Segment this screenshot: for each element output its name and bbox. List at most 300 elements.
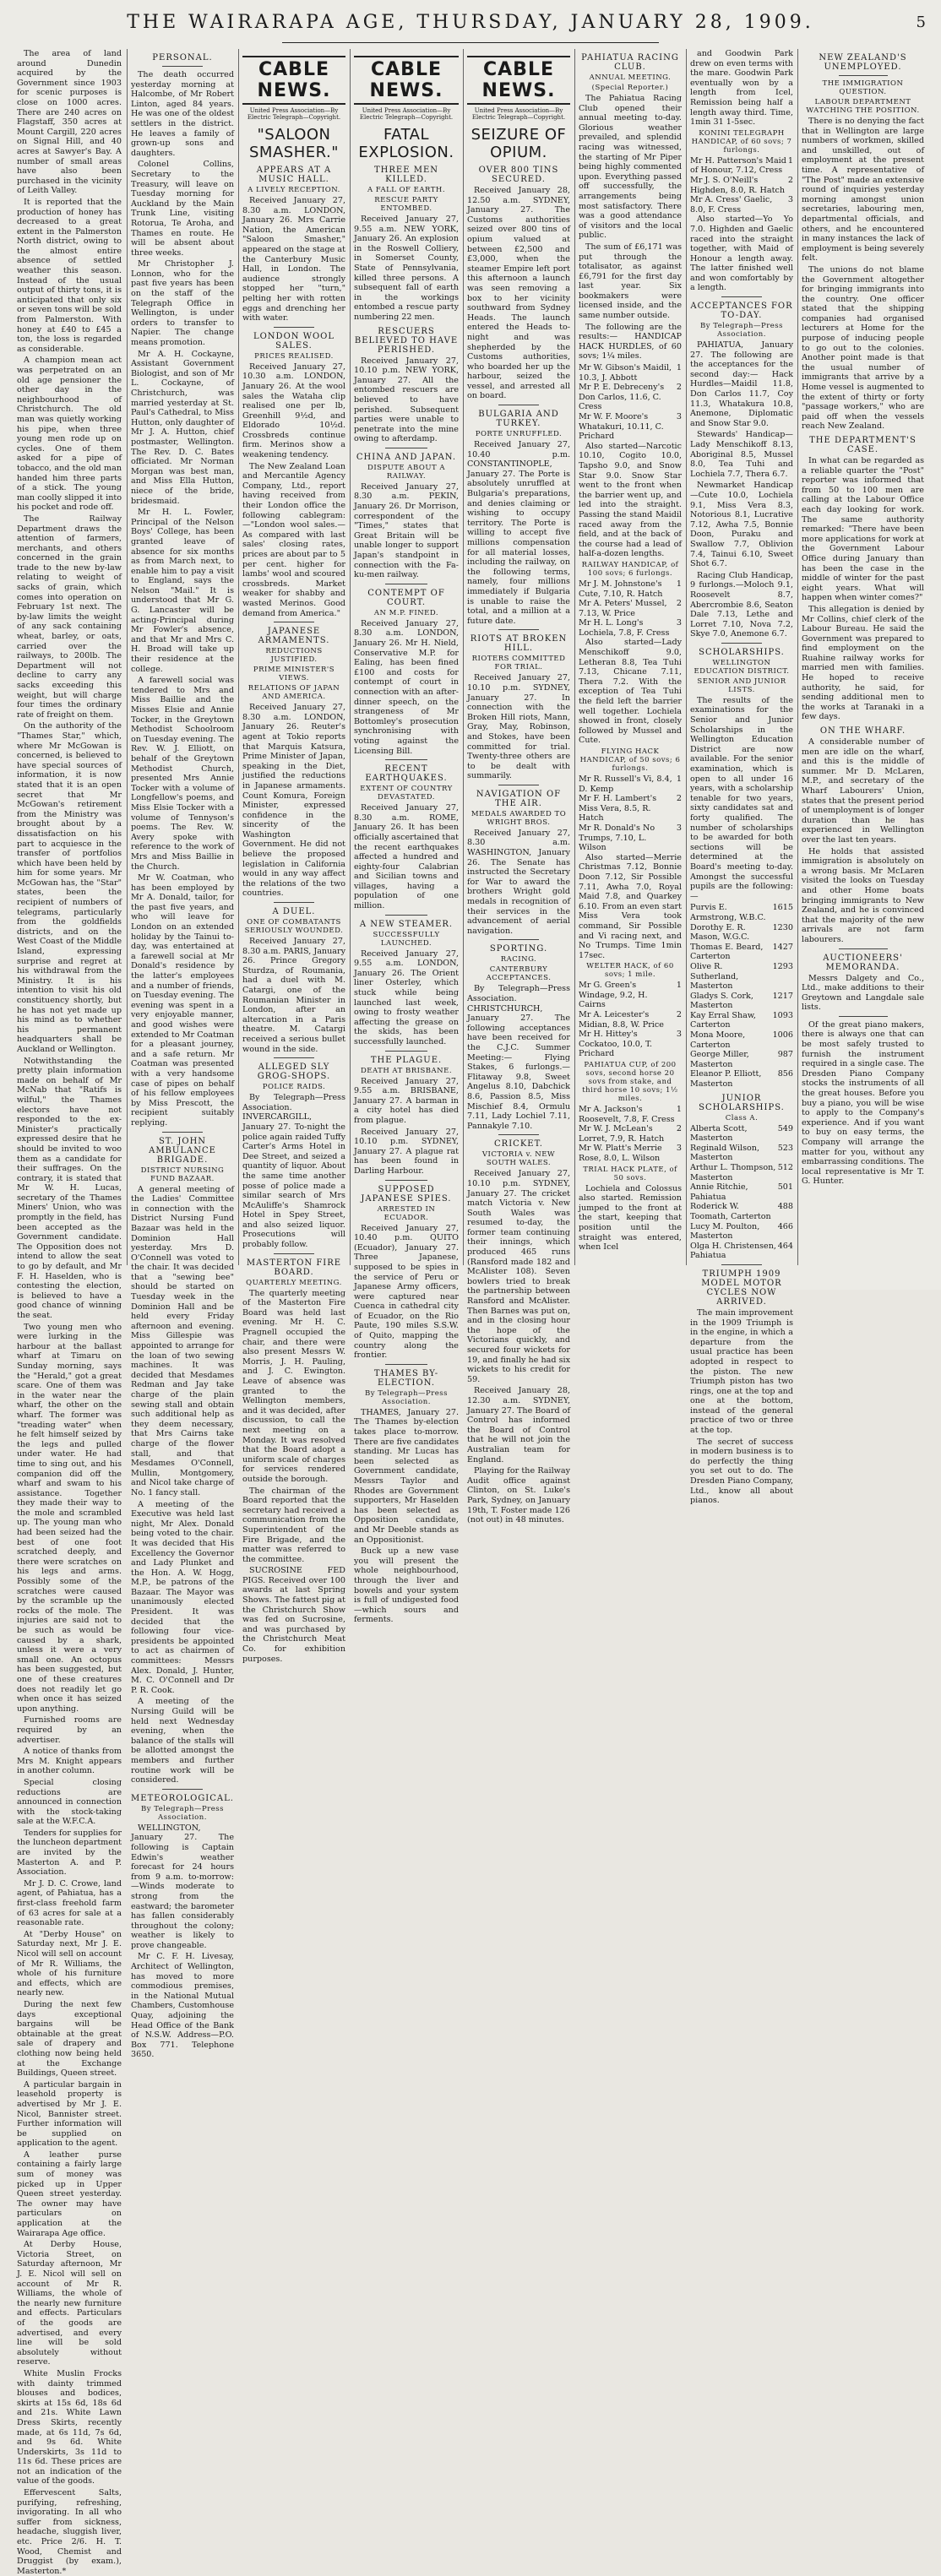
- horse-entry: Mr H. Patterson's Maid of Honour, 7.12, Cress: [690, 155, 786, 176]
- subheading: By Telegraph—Press Association.: [699, 322, 784, 340]
- section-heading: RESCUERS BELIEVED TO HAVE PERISHED.: [354, 326, 459, 355]
- column-rule: [463, 49, 464, 1265]
- news-paragraph: Mr C. F. H. Livesay, Architect of Wellington, has moved to more commodious premises, in the National Mutual Chambers, Customhouse Quay, adjoining the Head Office of the Bank of N.S.W. Address—P.O. Box 771. Telephone 3650.: [131, 1952, 234, 2060]
- subheading: ARRESTED IN ECUADOR.: [377, 1204, 436, 1222]
- section-heading: NAVIGATION OF THE AIR.: [476, 789, 562, 808]
- pupil-name: Purvis E. Armstrong, W.B.C.: [690, 903, 766, 922]
- news-paragraph: Received January 27, 10.10 p.m. SYDNEY, January 27. The cricket match Victoria v. New South Wales was resumed to-day, the former team continuing their innings, which produced 465 runs (Ransford made 182 and McAlister 108). Seven bowlers tried to break the partnership between Ransford and McAlister. Then Barnes was put on, and in the closing hour the hope of the Victorians quickly, and secured four wickets for 19, and finally he had six wickets to his credit for 59.: [467, 1169, 570, 1384]
- section-heading: ACCEPTANCES FOR TO-DAY.: [690, 302, 793, 321]
- race-title: TRIAL HACK PLATE, of 50 sovs.: [583, 1165, 677, 1182]
- advertisement: SUCROSINE FED PIGS. Received over 100 awards at last Spring Shows. The fattest pig at the Christchurch Show was fed on Sucrosine, and was purchased by the Christchurch Meat Co. for exhibition purposes.: [242, 1566, 345, 1664]
- news-paragraph: Racing Club Handicap, 9 furlongs.—Moloch 9.1, Roosevelt 8.7, Abercrombie 8.6, Seaton Dale 7.13, Lethe and Lorret 7.10, Nova 7.2, Skye 7.0, Anemone 6.7.: [690, 570, 793, 639]
- placing: 2: [676, 1124, 682, 1134]
- news-paragraph: By Telegraph—Press Association. CHRISTCHURCH, January 27. The following acceptances have been received for the C.J.C. Summer Meeting:— Flying Stakes, 6 furlongs.—Flitaway 9.8, Sweet Angelus 8.10, Dabchick 8.6, Passion 8.5, Miss Mischief 8.4, Ormulu 7.11, Lady Lochiel 7.11, Pannakyle 7.10.: [467, 984, 570, 1131]
- divider: [498, 629, 540, 630]
- horse-entry: Mr A. Peters' Mussel, 7.13, W. Price: [579, 599, 667, 618]
- news-paragraph: Lochiela and Colossus also started. Remission jumped to the front at the start, keeping that position until the straight was entered, when Icel: [579, 1183, 682, 1253]
- marks: 1615: [772, 903, 793, 913]
- section-heading: CHINA AND JAPAN.: [356, 452, 457, 462]
- news-paragraph: Received January 27, 10.10 p.m. SYDNEY, January 27. A plague rat has been found in Darling Harbour.: [354, 1127, 459, 1176]
- subheading: DISPUTE ABOUT A RAILWAY.: [367, 463, 445, 481]
- divider: [385, 759, 427, 760]
- news-paragraph: The results of the examinations for the Senior and Junior Scholarships in the Wellington Education District are now available. For the senior examination, which is open to all under 16 years, with a scholarship tenable for two years, sixty candidates sat and forty qualified. The number of scholarships to be awarded for both sections will be determined at the Board's meeting to-day. Amongst the successful pupils are the following:—: [690, 695, 793, 901]
- column-5: [467, 49, 570, 1525]
- pupil-name: Dorothy E. R. Mason, W.G.C.: [690, 922, 750, 943]
- news-paragraph: A meeting of the Nursing Guild will be held next Wednesday evening, when the balance of the stalls will be allotted amongst the members and further routine work will be considered.: [131, 1697, 234, 1785]
- news-paragraph: Received January 27, 10.40 p.m. CONSTANTINOPLE, January 27. The Porte is absolutely unruffled at Bulgaria's preparations, and denies claiming or wishing to occupy territory. The Porte is willing to accept five millions compensation for all material losses, including the railway, on the following terms, namely, four millions immediately if Bulgaria is unable to raise the total, and a million at a future date.: [467, 440, 570, 626]
- divider: [721, 1264, 763, 1265]
- placing: 3: [787, 195, 793, 205]
- news-paragraph: The Pahiatua Racing Club opened their annual meeting to-day. Glorious weather prevailed, and splendid racing was witnessed, the starting of Mr Piper being highly commented upon. Everything passed off successfully, the arrangements being most satisfactory. There was a good attendance of visitors and the local public.: [579, 94, 682, 241]
- race-result: [579, 794, 682, 823]
- race-title: KONINI TELEGRAPH HANDICAP, of 60 sovs; 7 furlongs.: [691, 128, 792, 155]
- section-heading: SPORTING.: [489, 944, 548, 954]
- news-paragraph: Mr J. D. C. Crowe, land agent, of Pahiatua, has a first-class freehold farm of 63 acres for sale at a reasonable rate.: [17, 1878, 122, 1928]
- race-result: [579, 579, 682, 599]
- subheading: CANTERBURY ACCEPTANCES.: [486, 965, 552, 983]
- pupil-name: Thomas E. Beard, Carterton: [690, 942, 764, 962]
- placing: 3: [676, 823, 682, 833]
- scholarship-entry: [690, 1050, 793, 1069]
- divider: [385, 1051, 427, 1052]
- news-paragraph: Received January 27, 10.30 a.m. LONDON, January 26. At the wool sales the Wataha clip realised one per lb, Greenhill 9½d, and Eldorado 10½d. Crossbreds continue firm. Merinos show a weakening tendency.: [242, 361, 345, 460]
- section-heading: JUNIOR SCHOLARSHIPS.: [699, 1093, 785, 1112]
- subheading: QUARTERLY MEETING.: [246, 1278, 342, 1287]
- horse-entry: Mr W. Gibson's Maidil, 10.3, J. Abbott: [579, 363, 672, 383]
- cable-news-masthead: CABLE NEWS.: [467, 56, 570, 105]
- news-paragraph: Two young men who were lurking in the harbour at the ballast wharf at Timaru on Sunday morning, says the "Herald," got a great scare. One of them was in the water near the wharf, the other on the wharf. The former was "treading water" when he felt himself seized by the legs and pulled under water. He had time to sing out, and his companion did off the wharf and swam to his assistance. Together they made their way to the mole and scrambled up. The young man who had been seized had the best of one foot scratched deeply, and there were scratches on his legs and arms. Possibly some of the scratches were caused by the scramble up the rocks of the mole. The injuries are said not to be such as would be caused by a shark, unless it were a very small one. An octopus has been suggested, but one of these creatures does not readily let go when once it has seized upon anything.: [17, 1322, 122, 1714]
- news-paragraph: Received January 27, 8.30 a.m. LONDON, January 26. Mrs Carrie Nation, the American "Saloon Smasher," appeared on the stage at the Canterbury Music Hall, in London. The audience strongly stopped her "turn," pelting her with rotten eggs and drenching her with water.: [242, 196, 345, 323]
- news-paragraph: The death occurred yesterday morning at Halcombe, of Mr Robert Linton, aged 84 years. He was one of the oldest settlers in the district. He leaves a family of grown-up sons and daughters.: [131, 70, 234, 158]
- pupil-name: Roderick W. Toomath, Carterton: [690, 1202, 771, 1221]
- news-paragraph: Received January 27, 10.10 p.m. NEW YORK, January 27. All the entombed rescuers are believed to have perished. Subsequent parties were unable to penetrate into the mine owing to afterdamp.: [354, 356, 459, 444]
- masthead-rule: [282, 42, 659, 43]
- subheading: Class A.: [725, 1113, 759, 1122]
- marks: 464: [777, 1241, 793, 1251]
- news-paragraph: A leather purse containing a fairly large sum of money was picked up in Upper Queen street yesterday. The owner may have particulars on application at the Wairarapa Age office.: [17, 2149, 122, 2238]
- race-result: [579, 823, 682, 853]
- subheading: THE IMMIGRATION QUESTION.: [822, 79, 904, 96]
- news-paragraph: The chairman of the Board reported that the secretary had received a communication from the Superintendent of the Fire Brigade, and the matter was referred to the committee.: [242, 1486, 345, 1564]
- column-7: [690, 49, 793, 1506]
- placing: 2: [676, 599, 682, 609]
- news-paragraph: Also started—Narcotic 10.10, Cogito 10.0, Tapsho 9.0, and Snow Star 9.0. Snow Star went to the front when the barrier went up, and led into the straight. Passing the stand Maidil raced away from the field, and at the back of the course had a lead of half-a-dozen lengths.: [579, 441, 682, 559]
- subheading: RESCUE PARTY ENTOMBED.: [374, 196, 438, 213]
- divider: [839, 948, 888, 949]
- section-heading: APPEARS AT A MUSIC HALL.: [256, 166, 332, 184]
- news-paragraph: and Goodwin Park drew on even terms with the mare. Goodwin Park eventually won by a length from Icel, Remission being half a length away third. Time, 1min 31 1-5sec.: [690, 49, 793, 128]
- race-title: WELTER HACK, of 60 sovs; 1 mile.: [586, 962, 674, 980]
- subheading: (Special Reporter.): [591, 84, 669, 92]
- divider: [839, 75, 888, 76]
- horse-entry: Mr P. E. Debreceny's Don Carlos, 11.6, C. Cress: [579, 383, 665, 412]
- cable-news-masthead: CABLE NEWS.: [354, 56, 459, 105]
- section-heading: ON THE WHARF.: [819, 726, 906, 736]
- pupil-name: Olga H. Christensen, Pahiatua: [690, 1241, 776, 1261]
- divider: [721, 296, 763, 297]
- news-paragraph: A considerable number of men are idle on the wharf, and this is the middle of summer. Mr D. McLaren, M.P., and secretary of the Wharf Labourers' Union, states that the present period of unemployment is of longer duration than he has experienced in Wellington over the last ten years.: [802, 737, 924, 845]
- placing: 2: [676, 794, 682, 804]
- horse-entry: Mr A. Leicester's Midian, 8.8, W. Price: [579, 1010, 664, 1030]
- section-heading: AUCTIONEERS' MEMORANDA.: [823, 953, 903, 972]
- column-6: [579, 49, 682, 1265]
- placing: 1: [676, 1105, 682, 1115]
- subheading: POLICE RAIDS.: [262, 1083, 326, 1092]
- subheading: A LIVELY RECEPTION.: [247, 186, 340, 194]
- news-paragraph: Messrs Dalgety and Co., Ltd., make additions to their Greytown and Langdale sale lists.: [802, 973, 924, 1013]
- section-heading: SUPPOSED JAPANESE SPIES.: [361, 1184, 452, 1204]
- divider: [721, 643, 763, 644]
- advertisement: Of the great piano makers, there is always one that can be most safely trusted to furnish the instrument required in a single case. The Dresden Piano Company stocks the instruments of all the great houses. Before you buy a piano, you will be wise to apply to the Company's experience. And if you want to buy on easy terms, the Company will arrange the matter for you, without any embarrassing conditions. The local representative is Mr T. G. Hunter.: [802, 1019, 924, 1187]
- subheading: MEDALS AWARDED TO WRIGHT BROS.: [470, 809, 567, 827]
- scholarship-entry: [690, 903, 793, 922]
- placing: 2: [676, 1010, 682, 1020]
- section-heading: MASTERTON FIRE BOARD.: [246, 1258, 342, 1277]
- column-rule: [350, 49, 351, 1265]
- divider: [839, 1016, 888, 1017]
- race-result: [579, 1105, 682, 1124]
- section-heading: THE PLAGUE.: [370, 1055, 443, 1065]
- headline: FATAL EXPLOSION.: [358, 126, 454, 161]
- divider: [385, 915, 427, 916]
- placing: 3: [676, 618, 682, 628]
- provenance-line: United Press Association—By Electric Telegraph—Copyright.: [247, 107, 341, 121]
- scholarship-entry: [690, 962, 793, 992]
- scholarship-entry: [690, 1163, 793, 1182]
- headline: "SALOON SMASHER.": [249, 126, 339, 161]
- race-result: [579, 383, 682, 412]
- news-paragraph: A champion mean act was perpetrated on an old age pensioner the other day in the neighbourhood of Christchurch. The old man was quietly working his pipe, when three young men rode up on cycles. One of them asked for a pipe of tobacco, and the old man handed him three parts of a stick. The young man coolly slipped it into his pocket and rode off.: [17, 356, 122, 513]
- section-heading: PAHIATUA RACING CLUB.: [581, 53, 679, 72]
- pupil-name: Alberta Scott, Masterton: [690, 1123, 748, 1144]
- advertisement: Buck up a new vase you will present the whole neighbourhood, through the liver and bowels and your system is full of undigested food—which sours and ferments.: [354, 1546, 459, 1625]
- subheading: LABOUR DEPARTMENT WATCHING THE POSITION.: [806, 98, 920, 115]
- cable-news-masthead: CABLE NEWS.: [242, 56, 345, 105]
- news-paragraph: WELLINGTON, January 27. The following is Captain Edwin's weather forecast for 24 hours from 9 a.m. to-morrow:—Winds moderate to strong from the eastward; the barometer has fallen considerably throughout the colony; weather is likely to prove changeable.: [131, 1823, 234, 1950]
- subheading: PORTE UNRUFFLED.: [475, 430, 563, 439]
- section-heading: NEW ZEALAND'S UNEMPLOYED.: [819, 53, 907, 72]
- news-paragraph: Received January 28, 12.50 a.m. SYDNEY, January 27. The Customs authorities seized over 800 tins of opium valued at between £2,500 and £3,000, when the steamer Empire left port this afternoon a launch was seen removing a box to her vicinity southward from Sydney Heads. The launch entered the Heads to-night and was shepherded by the Customs authorities, who boarded her up the harbour, seized the vessel, and arrested all on board.: [467, 186, 570, 401]
- scholarship-entry: [690, 923, 793, 943]
- subheading: PRIME MINISTER'S VIEWS.: [253, 666, 335, 683]
- divider: [498, 939, 540, 940]
- placing: 1: [676, 774, 682, 784]
- news-paragraph: The following are the results:— HANDICAP HACK HURDLES, of 60 sovs; 1¼ miles.: [579, 322, 682, 361]
- provenance-line: United Press Association—By Electric Telegraph—Copyright.: [471, 107, 566, 121]
- news-paragraph: Received January 27, 8.30 a.m. PARIS, January 26. Prince Gregory Sturdza, of Roumania, had a duel with M. Catargi, one of the Roumanian Minister in London, after an altercation in a Paris theatre. M. Catargi received a serious bullet wound in the side.: [242, 937, 345, 1054]
- news-paragraph: Received January 27, 10.40 p.m. QUITO (Ecuador), January 27. Three Japanese, supposed to be spies in the service of Peru or Japanese Army officers, were captured near Cuenca in cathedral city of Ecuador, on the Rio Paute, 190 miles S.S.W. of Quito, mapping the country along the frontier.: [354, 1223, 459, 1361]
- news-paragraph: Received January 27, 8.30 a.m. LONDON, January 26. Mr H. Nield, Conservative M.P. for Ealing, has been fined £100 and costs for contempt of court in connection with an after-dinner speech, on the strangeness of Mr Bottomley's prosecution synchronising with voting against the Licensing Bill.: [354, 618, 459, 756]
- column-4: [354, 49, 460, 1625]
- horse-entry: Mr W. F. Moore's Whatakuri, 10.11, C. Prichard: [579, 412, 664, 442]
- marks: 549: [777, 1123, 793, 1133]
- section-heading: THAMES BY-ELECTION.: [373, 1368, 439, 1388]
- news-paragraph: The main improvement in the 1909 Triumph is in the engine, in which a departure from the usual practice has been adopted in respect to the piston. The new Triumph piston has two rings, one at the top and one at the bottom, instead of the general practice of two or three at the top.: [690, 1307, 793, 1436]
- pupil-name: George Miller, Masterton: [690, 1050, 749, 1069]
- subheading: ANNUAL MEETING.: [589, 73, 672, 82]
- subheading: DEATH AT BRISBANE.: [360, 1066, 453, 1075]
- news-paragraph: A notice of thanks from Mrs M. Knight appears in another column.: [17, 1747, 122, 1776]
- horse-entry: Mr R. Russell's Vi, 8.4, D. Kemp: [579, 774, 672, 794]
- race-result: [690, 195, 793, 215]
- news-paragraph: During the next few days exceptional bargains will be obtainable at the great sale of drapery and clothing now being held at the Exchange Buildings, Queen street.: [17, 1999, 122, 2079]
- subheading: RACING.: [500, 955, 537, 965]
- horse-entry: Mr J. S. O'Neill's Highden, 8.0, R. Hatch: [690, 175, 786, 195]
- scholarship-entry: [690, 1069, 793, 1089]
- news-paragraph: THAMES, January 27. The Thames by-election takes place to-morrow. There are five candidates standing. Mr Lucas has been selected as Government candidate, Messrs Taylor and Rhodes are Government supporters, Mr Haselden has been selected as Opposition candidate, and Mr Deeble stands as an Oppositionist.: [354, 1407, 459, 1545]
- race-title: FLYING HACK HANDICAP, of 50 sovs; 6 furlongs.: [579, 747, 681, 773]
- divider: [274, 902, 315, 903]
- news-paragraph: A farewell social was tendered to Mrs and Miss Baillie and the Misses Elsie and Annie Tocker, in the Greytown Methodist Schoolroom on Tuesday evening. The Rev. W. J. Elliott, on behalf of the Greytown Methodist Church, presented Mrs Annie Tocker with a volume of Longfellow's poems, and Miss Elsie Tocker with a volume of Tennyson's poems. The Rev. W. Avery spoke with reference to the work of Mrs and Miss Baillie in the Church.: [131, 676, 234, 872]
- news-paragraph: There is no denying the fact that in Wellington are large numbers of workmen, skilled and unskilled, out of employment at the present time. A representative of "The Post" made an extensive round of inquiries yesterday morning amongst union secretaries, labouring men, departmental officials, and others, and he encountered in many instances the lack of employment is being severely felt.: [802, 117, 924, 264]
- marks: 856: [777, 1069, 793, 1079]
- news-paragraph: Furnished rooms are required by an advertiser.: [17, 1715, 122, 1745]
- news-paragraph: Received January 27, 8.30 a.m. PEKIN, January 26. Dr Morrison, correspondent of the "Times," states that Great Britain will be unable longer to support Japan's standpoint in connection with the Fa-ku-men railway.: [354, 481, 459, 580]
- pupil-name: Arthur L. Thompson, Masterton: [690, 1163, 776, 1182]
- news-paragraph: Notwithstanding the pretty plain information made on behalf of Mr McNab that "Ratifs is wilful," the Thames electors have not responded to the ex-Minister's practically expressed desire that he should be invited to woo them as a candidate for their suffrages. On the contrary, it is stated that Mr W. H. Lucas, secretary of the Thames Miners' Union, who was promptly in the field, has been accepted as the Government candidate. The Opposition does not intend to allow the seat to go by default, and Mr F. H. Haselden, who is contesting the election, is believed to have a good chance of winning the seat.: [17, 1056, 122, 1320]
- news-paragraph: Stewards' Handicap—Lady Menschikoff 8.13, Aboriginal 8.5, Mussel 8.0, Tea Tuhi and Lochiela 7.7, Thera 6.7.: [690, 430, 793, 479]
- scholarship-entry: [690, 1182, 793, 1202]
- divider: [162, 66, 204, 67]
- race-result: [690, 156, 793, 176]
- marks: 1217: [772, 991, 793, 1001]
- scholarship-entry: [690, 1242, 793, 1261]
- divider: [385, 1364, 427, 1365]
- marks: 1427: [772, 942, 793, 952]
- pupil-name: Eleanor P. Elliott, Masterton: [690, 1069, 762, 1090]
- news-paragraph: Received January 27, 8.30 a.m. ROME, January 26. It has been officially ascertained that the recent earthquakes affected a hundred and eighty-four Calabrian and Sicilian towns and villages, having a population of one million.: [354, 803, 460, 911]
- subheading: SENIOR AND JUNIOR LISTS.: [697, 677, 786, 694]
- news-paragraph: Received January 27, 8.30 a.m. LONDON, January 26. Reuter's agent at Tokio reports that Marquis Katsura, Prime Minister of Japan, speaking in the Diet, justified the reductions in Japanese armaments. Count Komura, Foreign Minister, expressed confidence in the sincerity of the Washington Government. He did not believe the proposed legislation in California would in any way affect the relations of the two countries.: [242, 703, 345, 899]
- horse-entry: Mr A. Cress' Gaelic, 8.0, F. Cress: [690, 195, 773, 215]
- news-paragraph: Received January 27, 10.10 p.m. SYDNEY, January 27. In connection with the Broken Hill riots, Mann, Gray, May, Robinson, and Stokes, have been committed for trial. Twenty-three others are to be dealt with summarily.: [467, 673, 570, 781]
- section-heading: JAPANESE ARMAMENTS.: [258, 627, 330, 646]
- subheading: VICTORIA v. NEW SOUTH WALES.: [481, 1150, 556, 1168]
- horse-entry: Mr J. M. Johnstone's Cute, 7.10, R. Hatch: [579, 579, 663, 599]
- scholarship-entry: [690, 1124, 793, 1144]
- section-heading: SCHOLARSHIPS.: [699, 647, 785, 657]
- subheading: REDUCTIONS JUSTIFIED.: [265, 647, 323, 665]
- pupil-name: Reginald Wilson, Masterton: [690, 1143, 760, 1163]
- divider: [274, 1057, 315, 1058]
- column-rule: [797, 49, 798, 1265]
- subheading: EXTENT OF COUNTRY DEVASTATED.: [360, 785, 453, 802]
- horse-entry: Mr R. Donald's No Trumps, 7.10, L. Wilson: [579, 823, 655, 853]
- race-result: [579, 774, 682, 794]
- news-paragraph: Mr A. H. Cockayne, Assistant Government Biologist, and son of Mr L. Cockayne, of Christchurch, was married yesterday at St. Paul's Cathedral, to Miss Hutton, only daughter of Mr J. A. Hutton, chief postmaster, Wellington. The Rev. D. C. Bates officiated. Mr Norman Morgan was best man, and Miss Ella Hutton, niece of the bride, bridesmaid.: [131, 349, 234, 506]
- scholarship-entry: [690, 1144, 793, 1163]
- section-heading: METEOROLOGICAL.: [131, 1793, 234, 1803]
- section-heading: PERSONAL.: [152, 53, 213, 62]
- race-result: [579, 1010, 682, 1030]
- marks: 523: [777, 1143, 793, 1153]
- subheading: SUCCESSFULLY LAUNCHED.: [373, 930, 440, 948]
- advertisement: The secret of success in modern business is to do perfectly the thing you set out to do. The Dresden Piano Company, Ltd., know all about pianos.: [690, 1437, 793, 1506]
- news-paragraph: A general meeting of the Ladies' Committee in connection with the District Nursing Fund Bazaar was held in the Dominion Hall yesterday. Mrs D. O'Connell was voted to the chair. It was decided that a "sewing bee" should be started on Tuesday week in the Dominion Hall and be held every Friday afternoon and evening. Miss Gillespie was appointed to arrange for the loan of two sewing machines. It was decided that Mesdames Redman and Jay take charge of the plain sewing stall and obtain such additional help as they deem necessary, that Mrs Cairns take charge of the flower stall, and that Mesdames O'Connell, Mullin, Montgomery, and Nicol take charge of No. 1 fancy stall.: [131, 1184, 234, 1497]
- divider: [162, 1132, 204, 1133]
- section-heading: CONTEMPT OF COURT.: [367, 588, 445, 607]
- news-paragraph: Tenders for supplies for the luncheon department are invited by the Masterton A. and P. Association.: [17, 1828, 122, 1878]
- subheading: WELLINGTON EDUCATION DISTRICT.: [694, 658, 790, 676]
- news-paragraph: Mr Christopher J. Lonnon, who for the past five years has been on the staff of the Telegraph Office in Wellington, is under orders to transfer to Napier. The change means promotion.: [131, 259, 234, 348]
- marks: 488: [777, 1202, 793, 1212]
- race-result: [579, 412, 682, 442]
- divider: [274, 327, 315, 328]
- news-paragraph: The quarterly meeting of the Masterton Fire Board was held last evening. Mr H. C. Pragnell occupied the chair, and there were also present Messrs W. Morris, J. H. Pauling, and J. C. Ewington. Leave of absence was granted to the Wellington members, and it was decided, after discussion, to call the next meeting on a Monday. It was resolved that the Board adopt a uniform scale of charges for services rendered outside the borough.: [242, 1288, 345, 1484]
- divider: [498, 1134, 540, 1135]
- marks: 987: [777, 1050, 793, 1060]
- section-heading: THE DEPARTMENT'S CASE.: [809, 436, 917, 454]
- subheading: ONE OF COMBATANTS SERIOUSLY WOUNDED.: [244, 918, 344, 936]
- race-result: [579, 1124, 682, 1144]
- scholarship-entry: [690, 1011, 793, 1030]
- column-2: [131, 49, 234, 2060]
- news-paragraph: Also started—Yo Yo 7.0. Highden and Gaelic raced into the straight together, with Maid of Honour a length away. The latter finished well and won comfortably by a length.: [690, 215, 793, 293]
- news-paragraph: White Muslin Frocks with dainty trimmed blouses and bodices, skirts at 15s 6d, 18s 6d and 21s. White Lawn Dress Skirts, recently made, at 6s 11d, 7s 6d, and 9s 6d. White Underskirts, 3s 11d to 11s 6d. These prices are not an indication of the value of the goods.: [17, 2368, 122, 2486]
- horse-entry: Mr H. Hittey's Cockatoo, 10.0, T. Prichard: [579, 1030, 653, 1059]
- column-rule: [574, 49, 575, 1265]
- column-rule: [686, 49, 687, 1265]
- pupil-name: Mona Moore, Carterton: [690, 1030, 746, 1050]
- placing: 1: [676, 981, 682, 991]
- masthead: [0, 0, 941, 44]
- section-heading: A NEW STEAMER.: [359, 919, 454, 929]
- race-title: RAILWAY HANDICAP, of 100 sovs; 6 furlongs.: [581, 560, 679, 578]
- race-result: [579, 599, 682, 618]
- marks: 1093: [772, 1010, 793, 1020]
- pupil-name: Gladys S. Cork, Masterton: [690, 991, 753, 1011]
- news-paragraph: Colonel Collins, Secretary to the Treasury, will leave on Tuesday morning for Auckland by the Main Trunk Line, visiting Rotorua, Te Aroha, and Thames en route. He will be absent about three weeks.: [131, 160, 234, 258]
- divider: [274, 1253, 315, 1254]
- horse-entry: Mr G. Green's Windage, 9.2, H. Cairns: [579, 981, 648, 1010]
- scholarship-entry: [690, 1222, 793, 1242]
- horse-entry: Mr H. L. Long's Lochiela, 7.8, F. Cress: [579, 618, 670, 638]
- news-paragraph: PAHIATUA, January 27. The following are the acceptances for the second day:— Hack Hurdles—Maidil 11.8, Don Carlos 11.7, Coy 11.3, Whatakura 10.8, Anemone, Diplomatic and Snow Star 9.0.: [690, 340, 793, 428]
- section-heading: ST. JOHN AMBULANCE BRIGADE.: [149, 1136, 216, 1165]
- scholarship-entry: [690, 992, 793, 1011]
- section-heading: CRICKET.: [494, 1139, 543, 1149]
- placing: 2: [676, 383, 682, 393]
- race-result: [579, 1144, 682, 1163]
- news-paragraph: Received January 28, 12.30 a.m. SYDNEY, January 27. The Board of Control has informed the Board of Control that he will not join the Australian team for England.: [467, 1386, 570, 1465]
- news-paragraph: A particular bargain in leasehold property is advertised by Mr J. E. Nicol, Bannister street. Further information will be supplied on application to the agent.: [17, 2079, 122, 2149]
- subheading: By Telegraph—Press Association.: [140, 1804, 225, 1822]
- news-paragraph: On the authority of the "Thames Star," which, where Mr McGowan is concerned, is believed to have special sources of information, it is now stated that it is an open secret that Mr McGowan's retirement from the Ministry was brought about by a dissatisfaction on his part to acquiesce in the transfer of portfolios which have been held by him for some years. Mr McGowan has, the "Star" states, been the recipient of numbers of telegrams, particularly from the goldfields districts, and on the West Coast of the Middle Island, expressing surprise and regret at his withdrawal from the Ministry. It is his intention to visit his old constituency shortly, but he has not yet made up his mind as to whether his permanent headquarters shall be Auckland or Wellington.: [17, 721, 122, 1054]
- column-rule: [127, 49, 128, 1265]
- subheading: AN M.P. FINED.: [373, 608, 439, 617]
- section-heading: ALLEGED SLY GROG-SHOPS.: [257, 1062, 331, 1082]
- newspaper-title: THE WAIRARAPA AGE, THURSDAY, JANUARY 28, 1909.: [127, 12, 814, 33]
- news-paragraph: Mr W. Coatman, who has been employed by Mr A. Donald, tailor, for the past five years, and who will leave for London on an extended holiday by the Tainui to-day, was entertained at a farewell social at Mr Donald's residence by the latter's employees and a number of friends, on Tuesday evening. The evening was spent in a very enjoyable manner, and good wishes were extended to Mr Coatman for a pleasant journey, and a safe return. Mr Coatman was presented with a very handsome case of pipes on behalf of his fellow employees by Miss Prescott, the recipient suitably replying.: [131, 873, 234, 1128]
- section-heading: RIOTS AT BROKEN HILL.: [470, 634, 568, 654]
- pupil-name: Annie Ritchie, Pahiatua: [690, 1182, 748, 1202]
- race-result: [579, 363, 682, 383]
- horse-entry: Mr A. Jackson's Roosevelt, 7.8, F. Cress: [579, 1105, 675, 1124]
- horse-entry: Mr F. H. Lambert's Miss Vera, 8.5, R. Hatch: [579, 794, 657, 823]
- placing: 1: [676, 363, 682, 373]
- marks: 1293: [772, 961, 793, 971]
- news-paragraph: In what can be regarded as a reliable quarter the "Post" reporter was informed that from 50 to 100 men are calling at the Labour Office each day looking for work. The same authority remarked: "There have been more applications for work at the Government Labour Office during January than has been the case in the middle of winter for the past eight years. What will happen when winter comes?": [802, 456, 924, 603]
- section-heading: LONDON WOOL SALES.: [253, 331, 335, 351]
- divider: [162, 1789, 204, 1790]
- subheading: PRICES REALISED.: [254, 351, 334, 361]
- scholarship-entry: [690, 1202, 793, 1221]
- news-paragraph: It is reported that the production of honey has decreased to a great extent in the Palmerston North district, owing to the almost entire absence of settled weather this season. Instead of the usual output of thirty tons, it is anticipated that only six or seven tons will be sold from Palmerston. With honey at £40 to £45 a ton, the loss is regarded as considerable.: [17, 197, 122, 354]
- subheading: DISTRICT NURSING FUND BAZAAR.: [140, 1166, 225, 1183]
- news-paragraph: Also started—Lady Menschikoff 9.0, Letheran 8.8, Tea Tuhi 7.13, Chicane 7.11, Thera 7.2. With the exception of Tea Tuhi the field left the barrier well together. Lochiela showed in front, closely followed by Mussel and Cute.: [579, 638, 682, 746]
- column-3: [242, 49, 345, 1664]
- news-paragraph: By Telegraph—Press Association. INVERCARGILL, January 27. To-night the police again raided Tuffy Carter's Arms Hotel in Dee Street, and seized a quantity of liquor. About the same time another posse of police made a similar search of Mrs McAuliffe's Shamrock Hotel in Spey Street, and also seized liquor. Prosecutions will probably follow.: [242, 1093, 345, 1250]
- section-heading: BULGARIA AND TURKEY.: [478, 410, 559, 429]
- section-heading: THREE MEN KILLED.: [374, 166, 438, 184]
- marks: 512: [777, 1163, 793, 1172]
- pupil-name: Lucy M. Poulton, Masterton: [690, 1221, 760, 1242]
- news-paragraph: At Derby House, Victoria Street, on Saturday afternoon, Mr J. E. Nicol will sell on account of Mr R. Williams, the whole of the nearly new furniture and effects. Particulars of the goods are advertised, and every line will be sold absolutely without reserve.: [17, 2240, 122, 2367]
- news-paragraph: He holds that assisted immigration is absolutely on a wrong basis. Mr McLaren visited the looks on Tuesday and other Home boats bringing immigrants to New Zealand, and he is convinced that the majority of the new arrivals are not farm labourers.: [802, 846, 924, 944]
- news-paragraph: Received January 27, 9.55 a.m. NEW YORK, January 26. An explosion in the Roswell Colliery, in Somerset County, State of Pennsylvania, killed three persons. A subsequent fall of earth in the workings entombed a rescue party numbering 22 men.: [354, 215, 459, 322]
- news-paragraph: Received January 27, 9.55 a.m. LONDON, January 26. The Orient liner Osterley, which stuck while being launched last week, owing to frosty weather affecting the grease on the skids, has been successfully launched.: [354, 948, 459, 1046]
- scholarship-entry: [690, 943, 793, 962]
- marks: 1230: [772, 922, 793, 932]
- page-number: 5: [916, 14, 926, 31]
- news-paragraph: A meeting of the Executive was held last night, Mr Alex. Donald being voted to the chair. It was decided that His Excellency the Governor and Lady Plunket and the Hon. A. W. Hogg, M.P., be patrons of the Bazaar. The Mayor was unanimously elected President. It was decided that the following four vice-presidents be appointed to act as chairmen of committees: Messrs Alex. Donald, J. Hunter, M. C. O'Connell and Dr P. R. Cook.: [131, 1499, 234, 1695]
- subheading: By Telegraph—Press Association.: [364, 1389, 449, 1406]
- race-result: [579, 981, 682, 1010]
- divider: [385, 1180, 427, 1181]
- news-paragraph: Special closing reductions are announced in connection with the stock-taking sale at the W.F.C.A.: [17, 1777, 122, 1827]
- news-paragraph: Received January 27, 9.55 a.m. BRISBANE, January 27. A barman in a city hotel has died from plague.: [354, 1076, 459, 1125]
- marks: 501: [777, 1182, 793, 1193]
- placing: 3: [676, 1030, 682, 1040]
- column-8: [802, 49, 924, 1265]
- subheading: RELATIONS OF JAPAN AND AMERICA.: [247, 684, 340, 702]
- race-title: PAHIATUA CUP, of 200 sovs, second horse 20 sovs from stake, and third horse 10 sovs; 1½ miles.: [582, 1061, 678, 1104]
- section-heading: TRIUMPH 1909 MODEL MOTOR CYCLES NOW ARRIVED.: [701, 1269, 782, 1307]
- pupil-name: Olive R. Sutherland, Masterton: [690, 961, 739, 992]
- horse-entry: Mr W. Platt's Merrie Rose, 8.0, L. Wilson: [579, 1144, 662, 1163]
- news-paragraph: Received January 27, 8.30 a.m. WASHINGTON, January 26. The Senate has instructed the Secretary for War to award the brothers Wright gold medals in recognition of their services in the advancement of aerial navigation.: [467, 828, 570, 936]
- placing: 3: [676, 1144, 682, 1154]
- placing: 1: [787, 155, 793, 166]
- headline: SEIZURE OF OPIUM.: [470, 126, 567, 161]
- scholarship-entry: [690, 1030, 793, 1050]
- news-paragraph: The New Zealand Loan and Mercantile Agency Company, Ltd., report having received from their London office the following cablegram:—"London wool sales.—As compared with last sales' closing rates, prices are about par to 5 per cent. higher for lambs' wool and scoured crossbreds. Market weaker for shabby and wasted Merinos. Good demand from America.": [242, 461, 345, 618]
- news-paragraph: Effervescent Salts, purifying, refreshing, invigorating. In all who suffer from sickness, headache, sluggish liver, etc. Price 2/6. H. T. Wood, Chemist and Druggist (by exam.), Masterton.*: [17, 2488, 122, 2576]
- pupil-name: Kay Erral Shaw, Carterton: [690, 1010, 756, 1030]
- news-paragraph: Also started—Merrie Christmas 7.12, Bonnie Doon 7.12, Sir Possible 7.11, Awha 7.0, Royal Maid 7.8, and Quarkey 6.10. From an even start Miss Vera took command, Sir Possible and Vi racing next, and No Trumps. Time 1min 17sec.: [579, 852, 682, 960]
- section-heading: RECENT EARTHQUAKES.: [365, 764, 448, 784]
- section-heading: A DUEL.: [272, 907, 316, 917]
- news-paragraph: At "Derby House" on Saturday next, Mr J. E. Nicol will sell on account of Mr R. Williams, the whole of his furniture and effects, which are nearly new.: [17, 1929, 122, 1998]
- news-paragraph: The unions do not blame the Government altogether for bringing immigrants into the country. One officer stated that the shipping companies had organised lecturers at Home for the purpose of inducing people to go out to the colonies. Another point made is that the usual number of immigrants that arrive by a Home vessel is augmented to the extent of thirty or forty "passage workers," who are paid off when the vessels reach New Zealand.: [802, 264, 924, 432]
- subheading: A FALL OF EARTH.: [367, 186, 446, 194]
- news-paragraph: Newmarket Handicap—Cute 10.0, Lochiela 9.1, Miss Vera 8.3, Notorious 8.1, Lucrative 7.12, Awha 7.5, Bonnie Doon, Puraku and Swallow 7.7, Oblivion 7.4, Tainui 6.10, Sweet Shot 6.7.: [690, 481, 793, 569]
- news-paragraph: The area of land around Dunedin acquired by the Government since 1903 for scenic purposes is close on 1000 acres. There are 240 acres on Flagstaff, 350 acres at Mount Cargill, 220 acres on Signal Hill, and 40 acres at Sawyer's Bay. A number of small areas have also been purchased in the vicinity of Leith Valley.: [17, 49, 122, 196]
- news-paragraph: Mr H. L. Fowler, Principal of the Nelson Boys' College, has been granted leave of absence for six months as from March next, to enable him to pay a visit to England, says the Nelson "Mail." It is understood that Mr G. G. Lancaster will be acting-Principal during Mr Fowler's absence, and that Mr and Mrs C. H. Broad will take up their residence at the college.: [131, 508, 234, 674]
- race-result: [579, 1030, 682, 1059]
- subheading: RIOTERS COMMITTED FOR TRIAL.: [471, 655, 566, 672]
- marks: 1006: [772, 1030, 793, 1041]
- news-paragraph: The Railway Department draws the attention of farmers, merchants, and others concerned in the grain trade to the new by-law relating to weight of sacks of grain, which comes into operation on February 1st next. The by-law limits the weight of any sack containing wheat, barley, or oats, carried over the railways, to 200lb. The Department will not decline to carry any sacks exceeding this weight, but will charge four times the ordinary rate of freight on them.: [17, 514, 122, 720]
- race-result: [690, 176, 793, 195]
- placing: 1: [676, 579, 682, 589]
- race-result: [579, 618, 682, 638]
- marks: 466: [777, 1221, 793, 1231]
- news-paragraph: This allegation is denied by Mr Collins, chief clerk of the Labour Bureau. He said the Government was prepared to find employment on the Ruahine railway works for married men with families. He hoped to receive authority, he said, for sending additional men to the works at Taranaki in a few days.: [802, 604, 924, 722]
- horse-entry: Mr W. J. McLean's Lorret, 7.9, R. Hatch: [579, 1124, 665, 1144]
- news-paragraph: The sum of £6,171 was put through the totalisator, as against £6,791 for the first day last year. Six bookmakers were licensed inside, and the same number outside.: [579, 242, 682, 321]
- placing: 2: [787, 175, 793, 185]
